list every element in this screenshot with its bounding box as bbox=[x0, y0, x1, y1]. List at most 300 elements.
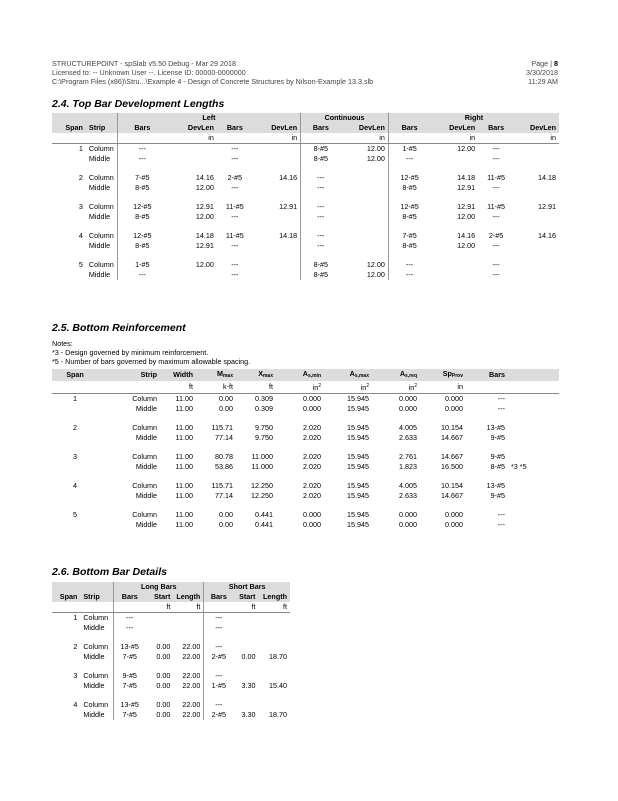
table-cell: 9-#5 bbox=[490, 433, 505, 442]
table-cell bbox=[508, 520, 559, 530]
col-strip: Strip bbox=[80, 592, 113, 602]
unit-label: $in^2$ bbox=[324, 381, 372, 394]
table-cell: 12.00 bbox=[195, 260, 214, 269]
unit-row bbox=[52, 133, 559, 144]
table-cell: 0.00 bbox=[156, 671, 171, 680]
span-cell: 2 bbox=[78, 173, 83, 182]
table-cell: --- bbox=[117, 144, 167, 155]
spacer-row bbox=[52, 443, 559, 452]
col-width: Width bbox=[160, 369, 196, 381]
table-cell bbox=[508, 491, 559, 501]
span-cell: 1 bbox=[73, 613, 78, 622]
table-row bbox=[52, 510, 559, 520]
spacer-row bbox=[52, 691, 290, 700]
span-cell bbox=[52, 154, 86, 164]
table-cell: 2.633 bbox=[399, 433, 417, 442]
table-cell: 11.00 bbox=[175, 462, 193, 471]
table-cell bbox=[508, 452, 559, 462]
table-cell bbox=[233, 623, 258, 633]
strip-cell: Middle bbox=[88, 183, 111, 192]
unit-row bbox=[52, 602, 290, 613]
table-cell: 12-#5 bbox=[388, 173, 430, 183]
table-cell: 16.500 bbox=[441, 462, 463, 471]
table-cell: --- bbox=[231, 212, 239, 221]
strip-cell: Column bbox=[88, 260, 114, 269]
table-row bbox=[52, 212, 559, 222]
table-cell bbox=[253, 144, 301, 155]
notes-block bbox=[52, 339, 250, 366]
table-cell: 0.000 bbox=[303, 520, 321, 529]
span-cell bbox=[52, 681, 80, 691]
table-cell: --- bbox=[497, 510, 505, 519]
unit-label: $in^2$ bbox=[276, 381, 324, 394]
unit-label: ft bbox=[233, 602, 258, 613]
span-cell: 4 bbox=[73, 700, 78, 709]
table-cell: --- bbox=[492, 144, 500, 153]
table-cell bbox=[258, 623, 290, 633]
table-cell: 12.00 bbox=[366, 270, 385, 279]
col-bars: Bars bbox=[388, 123, 430, 133]
col-asreq: $A_{s,req}$ bbox=[372, 369, 420, 381]
table-cell: 13-#5 bbox=[114, 700, 146, 710]
table-cell: 7-#5 bbox=[117, 173, 167, 183]
table-row bbox=[52, 481, 559, 491]
column-header-row bbox=[52, 592, 290, 602]
span-cell: 3 bbox=[73, 452, 77, 461]
bottom-reinf-table bbox=[52, 369, 559, 530]
table-cell: 0.00 bbox=[156, 681, 171, 690]
table-cell: 2.020 bbox=[303, 462, 321, 471]
table-cell: --- bbox=[204, 642, 234, 652]
table-cell: 7-#5 bbox=[114, 710, 146, 720]
table-cell: 2.020 bbox=[303, 423, 321, 432]
table-cell: 0.00 bbox=[156, 652, 171, 661]
table-cell bbox=[514, 241, 559, 251]
table-cell: 11.00 bbox=[175, 394, 193, 403]
span-cell: 5 bbox=[78, 260, 83, 269]
col-asmin: $A_{s,min}$ bbox=[276, 369, 324, 381]
span-cell: 5 bbox=[73, 510, 77, 519]
strip-cell: Middle bbox=[83, 623, 105, 632]
table-cell: 15.945 bbox=[347, 394, 369, 403]
table-cell bbox=[508, 404, 559, 414]
table-cell: 11-#5 bbox=[225, 231, 244, 240]
table-cell: --- bbox=[114, 613, 146, 624]
span-cell bbox=[52, 710, 80, 720]
table-cell: 12.91 bbox=[538, 202, 556, 211]
column-header-row bbox=[52, 123, 559, 133]
table-cell bbox=[430, 154, 478, 164]
strip-cell: Column bbox=[83, 642, 109, 651]
table-cell: 14.667 bbox=[441, 433, 463, 442]
table-cell: --- bbox=[301, 241, 341, 251]
table-cell: 0.00 bbox=[156, 700, 171, 709]
table-cell: 18.70 bbox=[269, 710, 287, 719]
col-strip: Strip bbox=[86, 123, 117, 133]
spacer-row bbox=[52, 251, 559, 260]
table-cell: 11.00 bbox=[175, 510, 193, 519]
print-date: 3/30/2018 bbox=[526, 68, 558, 77]
table-row bbox=[52, 394, 559, 405]
table-cell: 0.000 bbox=[303, 404, 321, 413]
group-long-bars: Long Bars bbox=[114, 582, 204, 592]
table-row bbox=[52, 173, 559, 183]
table-row bbox=[52, 423, 559, 433]
program-info: STRUCTUREPOINT - spSlab v5.50 Debug - Mar 29 2018 bbox=[52, 59, 237, 68]
table-row bbox=[52, 652, 290, 662]
table-cell: 1.823 bbox=[399, 462, 417, 471]
table-cell: --- bbox=[117, 154, 167, 164]
table-cell: 22.00 bbox=[182, 652, 201, 661]
table-cell bbox=[167, 144, 217, 155]
strip-cell: Column bbox=[88, 173, 114, 182]
col-length: Length bbox=[173, 592, 203, 602]
strip-cell: Middle bbox=[88, 154, 111, 163]
table-cell: 11.00 bbox=[175, 404, 193, 413]
group-left: Left bbox=[117, 113, 300, 123]
span-cell bbox=[52, 270, 86, 280]
table-cell: 0.000 bbox=[399, 520, 417, 529]
unit-label: ft bbox=[258, 602, 290, 613]
strip-cell: Middle bbox=[135, 404, 157, 413]
table-cell: --- bbox=[231, 260, 239, 269]
table-cell: 11.00 bbox=[175, 433, 193, 442]
table-cell bbox=[341, 173, 389, 183]
table-cell: 1-#5 bbox=[117, 260, 167, 270]
top-bar-dev-table bbox=[52, 113, 559, 280]
col-start: Start bbox=[233, 592, 258, 602]
span-cell bbox=[52, 520, 98, 530]
table-cell bbox=[173, 613, 203, 624]
table-cell bbox=[514, 183, 559, 193]
unit-label: $in^2$ bbox=[372, 381, 420, 394]
table-cell: 11.00 bbox=[175, 423, 193, 432]
spacer-row bbox=[52, 164, 559, 173]
table-cell: --- bbox=[388, 154, 430, 164]
table-cell: 2-#5 bbox=[204, 652, 234, 662]
table-cell: 12.91 bbox=[195, 241, 214, 250]
col-spprov: $Sp_{Prov}$ bbox=[420, 369, 466, 381]
table-cell: --- bbox=[231, 241, 239, 250]
table-cell: 12.250 bbox=[251, 491, 273, 500]
table-cell: 0.441 bbox=[255, 520, 273, 529]
table-cell: 14.667 bbox=[441, 491, 463, 500]
table-cell: 11-#5 bbox=[487, 173, 505, 182]
table-cell: 15.945 bbox=[347, 433, 369, 442]
span-cell bbox=[52, 433, 98, 443]
table-row bbox=[52, 642, 290, 652]
table-cell: --- bbox=[388, 270, 430, 280]
table-cell bbox=[258, 613, 290, 624]
col-bars: Bars bbox=[114, 592, 146, 602]
table-cell: 11-#5 bbox=[487, 202, 505, 211]
table-cell: 14.16 bbox=[279, 173, 298, 182]
table-cell: 8-#5 bbox=[301, 270, 341, 280]
col-xmax: $X_{max}$ bbox=[236, 369, 276, 381]
table-cell: 0.000 bbox=[445, 404, 463, 413]
table-cell: --- bbox=[301, 202, 341, 212]
table-cell: --- bbox=[231, 183, 239, 192]
table-cell: 11.000 bbox=[251, 452, 273, 461]
table-cell: 0.441 bbox=[255, 510, 273, 519]
table-cell: 14.18 bbox=[195, 231, 214, 240]
table-cell: --- bbox=[492, 154, 500, 163]
table-cell bbox=[508, 433, 559, 443]
table-cell: --- bbox=[301, 231, 341, 241]
table-row bbox=[52, 202, 559, 212]
span-cell: 1 bbox=[73, 394, 77, 403]
table-cell: 0.00 bbox=[219, 520, 233, 529]
strip-cell: Column bbox=[132, 510, 157, 519]
table-cell: 0.00 bbox=[219, 404, 233, 413]
table-cell bbox=[167, 154, 217, 164]
table-cell: 2.020 bbox=[303, 481, 321, 490]
table-cell: 0.000 bbox=[399, 510, 417, 519]
section-title-bottom-reinf: 2.5. Bottom Reinforcement bbox=[52, 322, 186, 334]
table-cell: 2-#5 bbox=[488, 231, 504, 240]
spacer-row bbox=[52, 222, 559, 231]
strip-cell: Middle bbox=[135, 433, 157, 442]
span-cell: 4 bbox=[73, 481, 77, 490]
table-cell: 15.945 bbox=[347, 510, 369, 519]
table-cell: *3 *5 bbox=[511, 462, 527, 471]
table-cell: --- bbox=[204, 623, 234, 633]
table-cell bbox=[145, 613, 173, 624]
table-cell: 8-#5 bbox=[117, 241, 167, 251]
group-header-row bbox=[52, 113, 559, 123]
table-cell: 12.00 bbox=[366, 154, 385, 163]
table-cell: 9-#5 bbox=[490, 452, 505, 461]
col-span: Span bbox=[52, 369, 98, 381]
table-cell bbox=[253, 154, 301, 164]
table-cell: 0.00 bbox=[156, 710, 171, 719]
table-cell: 15.945 bbox=[347, 404, 369, 413]
table-cell bbox=[233, 642, 258, 652]
table-cell: 0.000 bbox=[399, 404, 417, 413]
unit-label: in bbox=[341, 133, 389, 144]
col-bars: Bars bbox=[478, 123, 514, 133]
table-cell: 11-#5 bbox=[225, 202, 244, 211]
table-cell: 2.633 bbox=[399, 491, 417, 500]
table-cell: 12-#5 bbox=[117, 231, 167, 241]
table-row bbox=[52, 520, 559, 530]
table-cell: 0.00 bbox=[219, 510, 233, 519]
table-cell: 15.945 bbox=[347, 452, 369, 461]
group-short-bars: Short Bars bbox=[204, 582, 290, 592]
table-cell: 12.00 bbox=[366, 260, 385, 269]
column-header-row bbox=[52, 369, 559, 381]
table-cell: --- bbox=[231, 144, 239, 153]
strip-cell: Column bbox=[132, 394, 157, 403]
strip-cell: Column bbox=[83, 671, 109, 680]
table-cell: 14.16 bbox=[457, 231, 476, 240]
unit-label: ft bbox=[173, 602, 203, 613]
table-cell bbox=[167, 270, 217, 280]
table-cell: 2.020 bbox=[303, 452, 321, 461]
table-cell: 12.00 bbox=[195, 212, 214, 221]
table-cell: --- bbox=[301, 183, 341, 193]
col-length: Length bbox=[258, 592, 290, 602]
col-devlen: DevLen bbox=[430, 123, 478, 133]
table-row bbox=[52, 183, 559, 193]
table-cell bbox=[514, 144, 559, 155]
table-cell: 8-#5 bbox=[117, 212, 167, 222]
table-cell: 11.000 bbox=[251, 462, 273, 471]
table-cell bbox=[508, 394, 559, 405]
table-cell bbox=[514, 212, 559, 222]
table-cell: 9-#5 bbox=[114, 671, 146, 681]
table-row bbox=[52, 241, 559, 251]
unit-label: in bbox=[420, 381, 466, 394]
span-cell bbox=[52, 183, 86, 193]
strip-cell: Middle bbox=[83, 652, 105, 661]
table-cell: 22.00 bbox=[182, 671, 201, 680]
strip-cell: Column bbox=[88, 202, 114, 211]
table-cell: 12.91 bbox=[195, 202, 214, 211]
table-row bbox=[52, 231, 559, 241]
table-cell bbox=[341, 241, 389, 251]
table-cell bbox=[258, 700, 290, 710]
unit-label: in bbox=[430, 133, 478, 144]
table-cell: --- bbox=[301, 173, 341, 183]
table-cell: 14.18 bbox=[457, 173, 476, 182]
page-number: Page | 8 bbox=[531, 59, 558, 68]
table-cell: 2.761 bbox=[399, 452, 417, 461]
table-cell: 0.000 bbox=[399, 394, 417, 403]
table-cell bbox=[233, 671, 258, 681]
span-cell bbox=[52, 491, 98, 501]
strip-cell: Middle bbox=[135, 520, 157, 529]
table-cell: 12-#5 bbox=[388, 202, 430, 212]
table-row bbox=[52, 700, 290, 710]
table-cell: 0.000 bbox=[445, 510, 463, 519]
spacer-row bbox=[52, 662, 290, 671]
bottom-reinf-body bbox=[52, 394, 559, 531]
table-row bbox=[52, 270, 559, 280]
span-cell: 4 bbox=[78, 231, 83, 240]
table-row bbox=[52, 260, 559, 270]
table-cell: --- bbox=[231, 270, 239, 279]
note-item: *3 - Design governed by minimum reinforcement. bbox=[52, 348, 209, 357]
table-row bbox=[52, 154, 559, 164]
table-cell: 15.40 bbox=[269, 681, 287, 690]
strip-cell: Column bbox=[83, 700, 109, 709]
file-path: C:\Program Files (x86)\Stru...\Example 4 - Design of Concrete Structures by Nilson-Example 13.3.slb bbox=[52, 77, 374, 86]
table-cell bbox=[514, 154, 559, 164]
col-bars: Bars bbox=[204, 592, 234, 602]
table-cell: 22.00 bbox=[182, 681, 201, 690]
table-cell bbox=[145, 623, 173, 633]
table-cell bbox=[430, 270, 478, 280]
spacer-row bbox=[52, 193, 559, 202]
table-cell: 0.000 bbox=[303, 510, 321, 519]
table-cell: 18.70 bbox=[269, 652, 287, 661]
table-cell bbox=[508, 510, 559, 520]
print-time: 11:29 AM bbox=[528, 77, 558, 86]
strip-cell: Column bbox=[88, 231, 114, 240]
col-bars: Bars bbox=[217, 123, 253, 133]
table-cell: 14.18 bbox=[279, 231, 298, 240]
strip-cell: Middle bbox=[83, 681, 105, 690]
table-cell: 3.30 bbox=[241, 710, 256, 719]
table-cell: 15.945 bbox=[347, 481, 369, 490]
table-cell: 80.78 bbox=[215, 452, 233, 461]
table-cell: 22.00 bbox=[182, 642, 201, 651]
table-cell: 22.00 bbox=[182, 710, 201, 719]
table-cell: 9-#5 bbox=[490, 491, 505, 500]
table-cell: 12.00 bbox=[457, 144, 476, 153]
table-row bbox=[52, 491, 559, 501]
col-devlen: DevLen bbox=[514, 123, 559, 133]
table-cell: 4.005 bbox=[399, 481, 417, 490]
spacer-row bbox=[52, 472, 559, 481]
table-cell bbox=[233, 613, 258, 624]
bottom-bar-details-table bbox=[52, 582, 290, 720]
col-start: Start bbox=[145, 592, 173, 602]
group-header-row bbox=[52, 582, 290, 592]
table-row bbox=[52, 613, 290, 624]
table-cell: 22.00 bbox=[182, 700, 201, 709]
table-cell: 7-#5 bbox=[114, 652, 146, 662]
table-cell: --- bbox=[492, 212, 500, 221]
unit-label: in bbox=[253, 133, 301, 144]
strip-cell: Column bbox=[88, 144, 114, 153]
span-cell bbox=[52, 623, 80, 633]
table-cell: 0.309 bbox=[255, 394, 273, 403]
license-info: Licensed to: -- Unknown User --. License ID: 00000-0000000 bbox=[52, 68, 246, 77]
table-cell bbox=[253, 183, 301, 193]
table-row bbox=[52, 452, 559, 462]
table-cell: 8-#5 bbox=[388, 241, 430, 251]
table-row bbox=[52, 404, 559, 414]
table-row bbox=[52, 433, 559, 443]
table-cell bbox=[341, 212, 389, 222]
unit-label: ft bbox=[236, 381, 276, 394]
table-cell bbox=[258, 642, 290, 652]
strip-cell: Middle bbox=[88, 270, 111, 279]
span-cell bbox=[52, 241, 86, 251]
col-mmax: $M_{max}$ bbox=[196, 369, 236, 381]
table-cell: 12-#5 bbox=[117, 202, 167, 212]
spacer-row bbox=[52, 633, 290, 642]
page-header-left bbox=[52, 59, 373, 86]
table-cell bbox=[508, 423, 559, 433]
group-continuous: Continuous bbox=[301, 113, 389, 123]
note-item: *5 - Number of bars governed by maximum allowable spacing. bbox=[52, 357, 251, 366]
strip-cell: Middle bbox=[135, 462, 157, 471]
table-cell bbox=[514, 260, 559, 270]
table-cell: 0.00 bbox=[219, 394, 233, 403]
table-cell: --- bbox=[497, 394, 505, 403]
table-cell: --- bbox=[117, 270, 167, 280]
table-cell: 53.86 bbox=[215, 462, 233, 471]
table-cell: 12.00 bbox=[195, 183, 214, 192]
table-cell: 77.14 bbox=[215, 491, 233, 500]
table-cell: 14.16 bbox=[538, 231, 556, 240]
table-cell: --- bbox=[231, 154, 239, 163]
table-row bbox=[52, 623, 290, 633]
table-cell: 13-#5 bbox=[486, 481, 505, 490]
table-cell: 4.005 bbox=[399, 423, 417, 432]
table-cell: --- bbox=[114, 623, 146, 633]
table-cell: 14.16 bbox=[195, 173, 214, 182]
bottom-bar-details-body bbox=[52, 613, 290, 721]
table-cell: 13-#5 bbox=[486, 423, 505, 432]
unit-label: in bbox=[167, 133, 217, 144]
col-span: Span bbox=[52, 592, 80, 602]
notes-label: Notes: bbox=[52, 339, 73, 348]
table-cell: --- bbox=[492, 241, 500, 250]
